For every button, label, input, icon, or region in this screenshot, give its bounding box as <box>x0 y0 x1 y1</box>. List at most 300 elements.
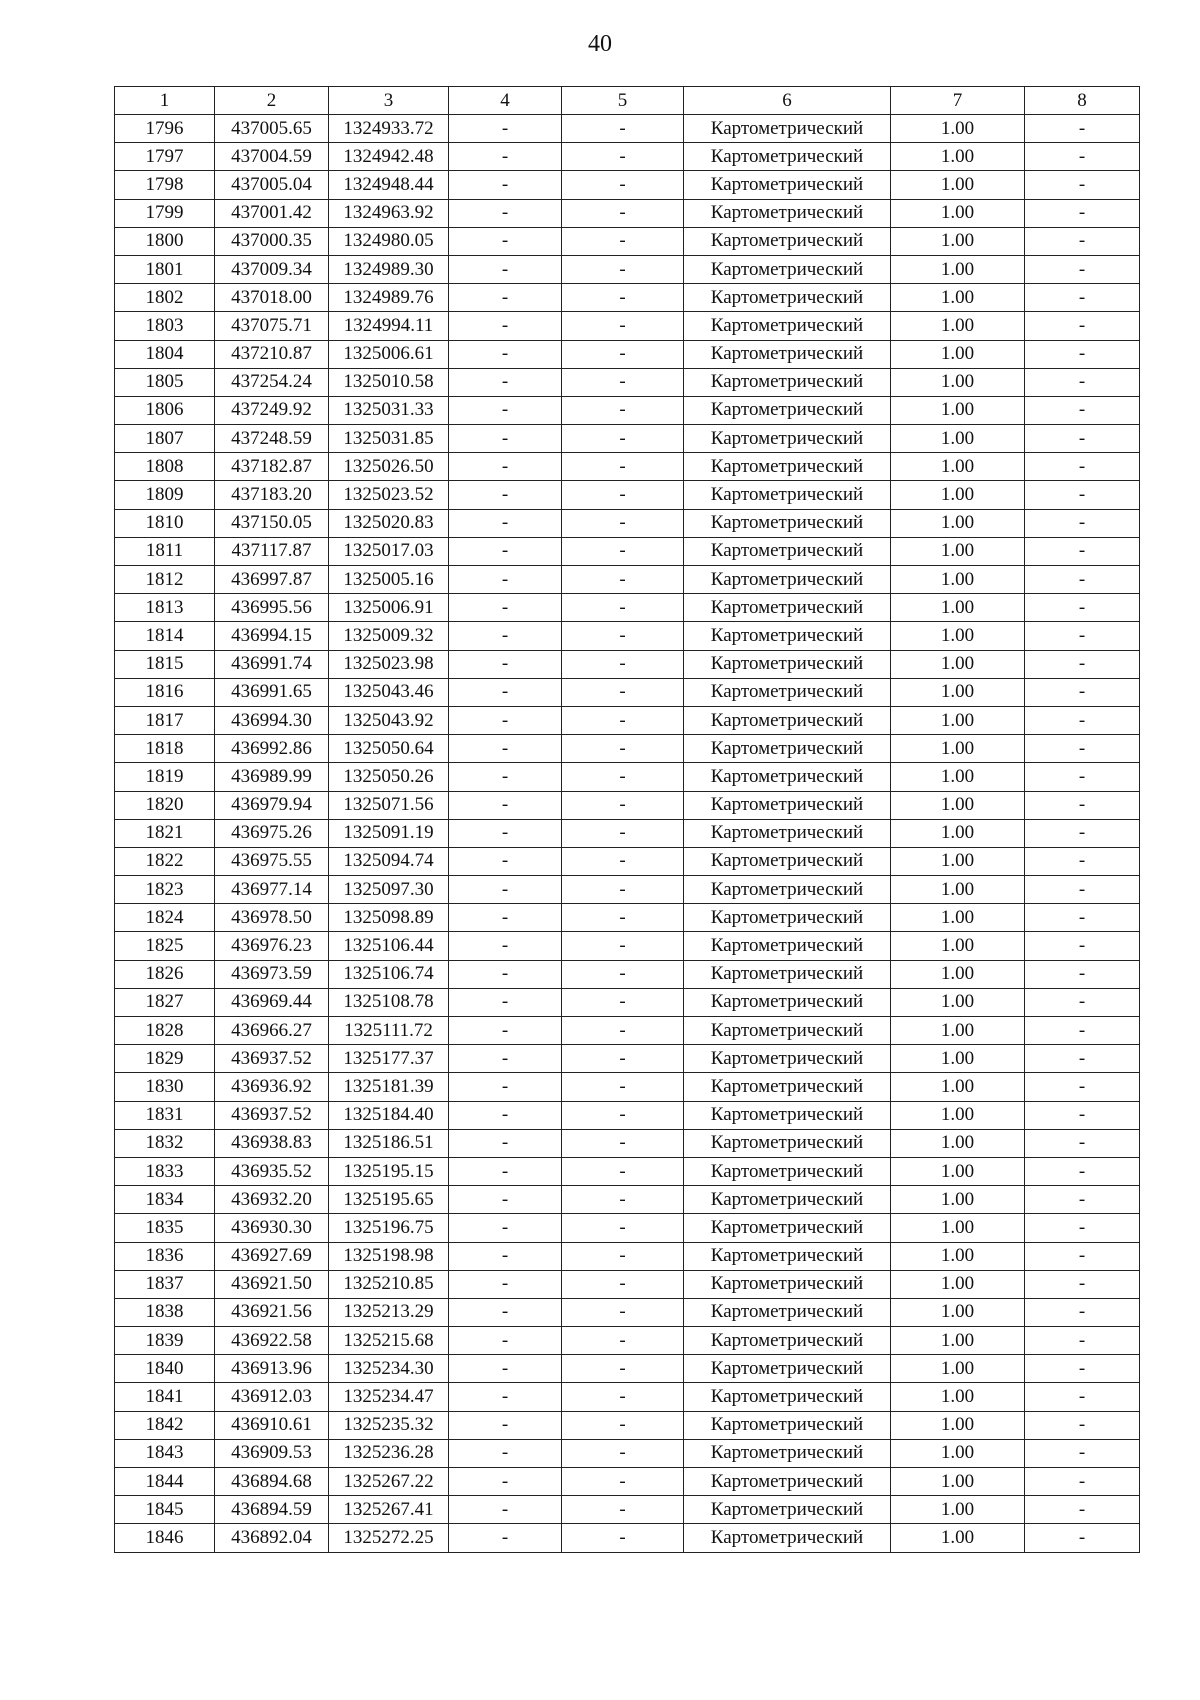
table-row <box>115 453 1140 481</box>
column-header: 8 <box>1025 87 1140 115</box>
table-row <box>115 199 1140 227</box>
y-coordinate-cell: 1325071.56 <box>329 791 449 819</box>
y-coordinate-cell: 1325196.75 <box>329 1214 449 1242</box>
x-coordinate-cell: 437249.92 <box>215 396 329 424</box>
column-8-cell: - <box>1025 1355 1140 1383</box>
column-8-cell: - <box>1025 622 1140 650</box>
point-number-cell: 1821 <box>115 819 215 847</box>
table-row <box>115 340 1140 368</box>
method-cell: Картометрический <box>684 1045 891 1073</box>
column-5-cell: - <box>562 1411 684 1439</box>
table-row <box>115 876 1140 904</box>
x-coordinate-cell: 437000.35 <box>215 227 329 255</box>
method-cell: Картометрический <box>684 819 891 847</box>
x-coordinate-cell: 436921.50 <box>215 1270 329 1298</box>
y-coordinate-cell: 1324942.48 <box>329 143 449 171</box>
x-coordinate-cell: 436892.04 <box>215 1524 329 1552</box>
column-header: 3 <box>329 87 449 115</box>
accuracy-cell: 1.00 <box>891 425 1025 453</box>
accuracy-cell: 1.00 <box>891 678 1025 706</box>
y-coordinate-cell: 1324994.11 <box>329 312 449 340</box>
x-coordinate-cell: 437150.05 <box>215 509 329 537</box>
point-number-cell: 1845 <box>115 1496 215 1524</box>
column-5-cell: - <box>562 622 684 650</box>
column-4-cell: - <box>449 819 562 847</box>
column-8-cell: - <box>1025 1270 1140 1298</box>
table-row <box>115 509 1140 537</box>
y-coordinate-cell: 1325023.98 <box>329 650 449 678</box>
column-8-cell: - <box>1025 312 1140 340</box>
point-number-cell: 1824 <box>115 904 215 932</box>
point-number-cell: 1814 <box>115 622 215 650</box>
accuracy-cell: 1.00 <box>891 1411 1025 1439</box>
column-4-cell: - <box>449 1468 562 1496</box>
column-header: 5 <box>562 87 684 115</box>
column-8-cell: - <box>1025 115 1140 143</box>
y-coordinate-cell: 1324989.30 <box>329 255 449 283</box>
method-cell: Картометрический <box>684 312 891 340</box>
column-4-cell: - <box>449 1411 562 1439</box>
method-cell: Картометрический <box>684 1101 891 1129</box>
method-cell: Картометрический <box>684 847 891 875</box>
column-8-cell: - <box>1025 1073 1140 1101</box>
column-4-cell: - <box>449 1298 562 1326</box>
x-coordinate-cell: 437018.00 <box>215 284 329 312</box>
method-cell: Картометрический <box>684 537 891 565</box>
column-5-cell: - <box>562 706 684 734</box>
x-coordinate-cell: 436930.30 <box>215 1214 329 1242</box>
method-cell: Картометрический <box>684 1524 891 1552</box>
y-coordinate-cell: 1325184.40 <box>329 1101 449 1129</box>
column-8-cell: - <box>1025 594 1140 622</box>
accuracy-cell: 1.00 <box>891 791 1025 819</box>
accuracy-cell: 1.00 <box>891 594 1025 622</box>
column-5-cell: - <box>562 988 684 1016</box>
x-coordinate-cell: 436894.59 <box>215 1496 329 1524</box>
y-coordinate-cell: 1325031.85 <box>329 425 449 453</box>
column-4-cell: - <box>449 1017 562 1045</box>
accuracy-cell: 1.00 <box>891 227 1025 255</box>
y-coordinate-cell: 1325272.25 <box>329 1524 449 1552</box>
accuracy-cell: 1.00 <box>891 1045 1025 1073</box>
y-coordinate-cell: 1325106.44 <box>329 932 449 960</box>
column-5-cell: - <box>562 115 684 143</box>
column-4-cell: - <box>449 1129 562 1157</box>
point-number-cell: 1798 <box>115 171 215 199</box>
column-5-cell: - <box>562 763 684 791</box>
column-4-cell: - <box>449 960 562 988</box>
table-row <box>115 960 1140 988</box>
point-number-cell: 1813 <box>115 594 215 622</box>
method-cell: Картометрический <box>684 1383 891 1411</box>
column-5-cell: - <box>562 1045 684 1073</box>
point-number-cell: 1823 <box>115 876 215 904</box>
method-cell: Картометрический <box>684 1157 891 1185</box>
point-number-cell: 1808 <box>115 453 215 481</box>
column-4-cell: - <box>449 678 562 706</box>
column-header: 7 <box>891 87 1025 115</box>
column-5-cell: - <box>562 847 684 875</box>
accuracy-cell: 1.00 <box>891 1496 1025 1524</box>
column-4-cell: - <box>449 876 562 904</box>
method-cell: Картометрический <box>684 1073 891 1101</box>
y-coordinate-cell: 1324980.05 <box>329 227 449 255</box>
point-number-cell: 1818 <box>115 735 215 763</box>
column-4-cell: - <box>449 1073 562 1101</box>
point-number-cell: 1803 <box>115 312 215 340</box>
column-8-cell: - <box>1025 1045 1140 1073</box>
column-5-cell: - <box>562 1327 684 1355</box>
point-number-cell: 1810 <box>115 509 215 537</box>
column-5-cell: - <box>562 368 684 396</box>
column-4-cell: - <box>449 1496 562 1524</box>
accuracy-cell: 1.00 <box>891 1439 1025 1467</box>
column-8-cell: - <box>1025 988 1140 1016</box>
column-5-cell: - <box>562 425 684 453</box>
y-coordinate-cell: 1325010.58 <box>329 368 449 396</box>
x-coordinate-cell: 436992.86 <box>215 735 329 763</box>
accuracy-cell: 1.00 <box>891 1129 1025 1157</box>
column-5-cell: - <box>562 312 684 340</box>
point-number-cell: 1804 <box>115 340 215 368</box>
x-coordinate-cell: 437117.87 <box>215 537 329 565</box>
y-coordinate-cell: 1325234.30 <box>329 1355 449 1383</box>
table-row <box>115 1468 1140 1496</box>
accuracy-cell: 1.00 <box>891 622 1025 650</box>
point-number-cell: 1831 <box>115 1101 215 1129</box>
table-row <box>115 706 1140 734</box>
column-5-cell: - <box>562 932 684 960</box>
table-row <box>115 1214 1140 1242</box>
y-coordinate-cell: 1325267.41 <box>329 1496 449 1524</box>
y-coordinate-cell: 1325050.64 <box>329 735 449 763</box>
column-8-cell: - <box>1025 1129 1140 1157</box>
y-coordinate-cell: 1325020.83 <box>329 509 449 537</box>
y-coordinate-cell: 1325234.47 <box>329 1383 449 1411</box>
column-header: 6 <box>684 87 891 115</box>
table-row <box>115 284 1140 312</box>
column-8-cell: - <box>1025 1524 1140 1552</box>
column-8-cell: - <box>1025 1186 1140 1214</box>
point-number-cell: 1833 <box>115 1157 215 1185</box>
column-5-cell: - <box>562 1186 684 1214</box>
point-number-cell: 1841 <box>115 1383 215 1411</box>
column-5-cell: - <box>562 1073 684 1101</box>
column-5-cell: - <box>562 566 684 594</box>
x-coordinate-cell: 436975.26 <box>215 819 329 847</box>
column-5-cell: - <box>562 1129 684 1157</box>
point-number-cell: 1838 <box>115 1298 215 1326</box>
table-row <box>115 396 1140 424</box>
column-5-cell: - <box>562 171 684 199</box>
x-coordinate-cell: 436894.68 <box>215 1468 329 1496</box>
table-row <box>115 1186 1140 1214</box>
page-number: 40 <box>588 31 612 57</box>
accuracy-cell: 1.00 <box>891 1242 1025 1270</box>
coordinates-table <box>114 86 1140 1553</box>
method-cell: Картометрический <box>684 368 891 396</box>
column-4-cell: - <box>449 312 562 340</box>
column-8-cell: - <box>1025 876 1140 904</box>
column-5-cell: - <box>562 1468 684 1496</box>
x-coordinate-cell: 436973.59 <box>215 960 329 988</box>
method-cell: Картометрический <box>684 622 891 650</box>
table-body <box>115 87 1140 1553</box>
y-coordinate-cell: 1325006.91 <box>329 594 449 622</box>
y-coordinate-cell: 1325106.74 <box>329 960 449 988</box>
column-8-cell: - <box>1025 171 1140 199</box>
table-row <box>115 115 1140 143</box>
method-cell: Картометрический <box>684 1214 891 1242</box>
column-8-cell: - <box>1025 791 1140 819</box>
column-4-cell: - <box>449 255 562 283</box>
column-5-cell: - <box>562 199 684 227</box>
method-cell: Картометрический <box>684 960 891 988</box>
method-cell: Картометрический <box>684 284 891 312</box>
table-row <box>115 1383 1140 1411</box>
point-number-cell: 1816 <box>115 678 215 706</box>
column-8-cell: - <box>1025 284 1140 312</box>
point-number-cell: 1832 <box>115 1129 215 1157</box>
method-cell: Картометрический <box>684 876 891 904</box>
accuracy-cell: 1.00 <box>891 1157 1025 1185</box>
column-4-cell: - <box>449 1157 562 1185</box>
table-row <box>115 1129 1140 1157</box>
column-5-cell: - <box>562 904 684 932</box>
y-coordinate-cell: 1325236.28 <box>329 1439 449 1467</box>
accuracy-cell: 1.00 <box>891 143 1025 171</box>
x-coordinate-cell: 437009.34 <box>215 255 329 283</box>
column-4-cell: - <box>449 847 562 875</box>
column-8-cell: - <box>1025 1496 1140 1524</box>
point-number-cell: 1809 <box>115 481 215 509</box>
method-cell: Картометрический <box>684 904 891 932</box>
table-row <box>115 1270 1140 1298</box>
column-4-cell: - <box>449 1439 562 1467</box>
column-8-cell: - <box>1025 1214 1140 1242</box>
method-cell: Картометрический <box>684 1270 891 1298</box>
column-5-cell: - <box>562 481 684 509</box>
point-number-cell: 1796 <box>115 115 215 143</box>
method-cell: Картометрический <box>684 227 891 255</box>
column-8-cell: - <box>1025 1242 1140 1270</box>
column-5-cell: - <box>562 735 684 763</box>
column-8-cell: - <box>1025 1411 1140 1439</box>
accuracy-cell: 1.00 <box>891 960 1025 988</box>
method-cell: Картометрический <box>684 425 891 453</box>
point-number-cell: 1826 <box>115 960 215 988</box>
accuracy-cell: 1.00 <box>891 396 1025 424</box>
y-coordinate-cell: 1325111.72 <box>329 1017 449 1045</box>
column-8-cell: - <box>1025 960 1140 988</box>
method-cell: Картометрический <box>684 453 891 481</box>
x-coordinate-cell: 437210.87 <box>215 340 329 368</box>
x-coordinate-cell: 436969.44 <box>215 988 329 1016</box>
accuracy-cell: 1.00 <box>891 171 1025 199</box>
x-coordinate-cell: 436912.03 <box>215 1383 329 1411</box>
x-coordinate-cell: 436937.52 <box>215 1101 329 1129</box>
accuracy-cell: 1.00 <box>891 763 1025 791</box>
column-5-cell: - <box>562 1214 684 1242</box>
column-5-cell: - <box>562 143 684 171</box>
point-number-cell: 1807 <box>115 425 215 453</box>
table-row <box>115 425 1140 453</box>
table-row <box>115 1439 1140 1467</box>
accuracy-cell: 1.00 <box>891 284 1025 312</box>
method-cell: Картометрический <box>684 1439 891 1467</box>
accuracy-cell: 1.00 <box>891 115 1025 143</box>
table-row <box>115 932 1140 960</box>
x-coordinate-cell: 437248.59 <box>215 425 329 453</box>
table-row <box>115 819 1140 847</box>
point-number-cell: 1800 <box>115 227 215 255</box>
table-row <box>115 904 1140 932</box>
x-coordinate-cell: 436994.15 <box>215 622 329 650</box>
method-cell: Картометрический <box>684 706 891 734</box>
column-4-cell: - <box>449 509 562 537</box>
table-row <box>115 1101 1140 1129</box>
column-8-cell: - <box>1025 255 1140 283</box>
column-4-cell: - <box>449 988 562 1016</box>
accuracy-cell: 1.00 <box>891 932 1025 960</box>
column-4-cell: - <box>449 481 562 509</box>
method-cell: Картометрический <box>684 1298 891 1326</box>
y-coordinate-cell: 1325050.26 <box>329 763 449 791</box>
column-4-cell: - <box>449 791 562 819</box>
table-row <box>115 1411 1140 1439</box>
table-row <box>115 1045 1140 1073</box>
method-cell: Картометрический <box>684 481 891 509</box>
column-4-cell: - <box>449 143 562 171</box>
column-5-cell: - <box>562 1101 684 1129</box>
x-coordinate-cell: 436966.27 <box>215 1017 329 1045</box>
method-cell: Картометрический <box>684 1129 891 1157</box>
point-number-cell: 1815 <box>115 650 215 678</box>
column-8-cell: - <box>1025 1101 1140 1129</box>
accuracy-cell: 1.00 <box>891 988 1025 1016</box>
point-number-cell: 1844 <box>115 1468 215 1496</box>
column-5-cell: - <box>562 678 684 706</box>
point-number-cell: 1811 <box>115 537 215 565</box>
table-row <box>115 1157 1140 1185</box>
accuracy-cell: 1.00 <box>891 876 1025 904</box>
point-number-cell: 1822 <box>115 847 215 875</box>
column-4-cell: - <box>449 932 562 960</box>
x-coordinate-cell: 437005.04 <box>215 171 329 199</box>
table-row <box>115 1073 1140 1101</box>
method-cell: Картометрический <box>684 763 891 791</box>
table-row <box>115 988 1140 1016</box>
column-5-cell: - <box>562 396 684 424</box>
y-coordinate-cell: 1324933.72 <box>329 115 449 143</box>
column-8-cell: - <box>1025 340 1140 368</box>
column-5-cell: - <box>562 1524 684 1552</box>
column-8-cell: - <box>1025 650 1140 678</box>
y-coordinate-cell: 1325198.98 <box>329 1242 449 1270</box>
table-row <box>115 481 1140 509</box>
column-8-cell: - <box>1025 706 1140 734</box>
table-row <box>115 1242 1140 1270</box>
table-row <box>115 171 1140 199</box>
column-4-cell: - <box>449 1101 562 1129</box>
table-row <box>115 622 1140 650</box>
x-coordinate-cell: 436979.94 <box>215 791 329 819</box>
column-4-cell: - <box>449 566 562 594</box>
column-4-cell: - <box>449 1242 562 1270</box>
accuracy-cell: 1.00 <box>891 1101 1025 1129</box>
y-coordinate-cell: 1325267.22 <box>329 1468 449 1496</box>
table-row <box>115 537 1140 565</box>
method-cell: Картометрический <box>684 1017 891 1045</box>
column-4-cell: - <box>449 1524 562 1552</box>
y-coordinate-cell: 1325098.89 <box>329 904 449 932</box>
x-coordinate-cell: 436975.55 <box>215 847 329 875</box>
accuracy-cell: 1.00 <box>891 1327 1025 1355</box>
accuracy-cell: 1.00 <box>891 1073 1025 1101</box>
method-cell: Картометрический <box>684 1242 891 1270</box>
column-5-cell: - <box>562 1298 684 1326</box>
point-number-cell: 1801 <box>115 255 215 283</box>
point-number-cell: 1820 <box>115 791 215 819</box>
x-coordinate-cell: 436913.96 <box>215 1355 329 1383</box>
column-5-cell: - <box>562 1270 684 1298</box>
accuracy-cell: 1.00 <box>891 1355 1025 1383</box>
column-8-cell: - <box>1025 453 1140 481</box>
column-8-cell: - <box>1025 1439 1140 1467</box>
column-8-cell: - <box>1025 932 1140 960</box>
y-coordinate-cell: 1324963.92 <box>329 199 449 227</box>
method-cell: Картометрический <box>684 678 891 706</box>
x-coordinate-cell: 436977.14 <box>215 876 329 904</box>
column-5-cell: - <box>562 1383 684 1411</box>
table-row <box>115 143 1140 171</box>
accuracy-cell: 1.00 <box>891 1524 1025 1552</box>
point-number-cell: 1797 <box>115 143 215 171</box>
method-cell: Картометрический <box>684 143 891 171</box>
method-cell: Картометрический <box>684 396 891 424</box>
x-coordinate-cell: 436997.87 <box>215 566 329 594</box>
y-coordinate-cell: 1325009.32 <box>329 622 449 650</box>
accuracy-cell: 1.00 <box>891 1017 1025 1045</box>
column-5-cell: - <box>562 537 684 565</box>
column-5-cell: - <box>562 227 684 255</box>
x-coordinate-cell: 436991.74 <box>215 650 329 678</box>
x-coordinate-cell: 436976.23 <box>215 932 329 960</box>
column-4-cell: - <box>449 453 562 481</box>
column-4-cell: - <box>449 199 562 227</box>
column-4-cell: - <box>449 227 562 255</box>
column-4-cell: - <box>449 171 562 199</box>
table-row <box>115 255 1140 283</box>
point-number-cell: 1805 <box>115 368 215 396</box>
x-coordinate-cell: 437001.42 <box>215 199 329 227</box>
column-8-cell: - <box>1025 1468 1140 1496</box>
table-row <box>115 1298 1140 1326</box>
method-cell: Картометрический <box>684 988 891 1016</box>
column-8-cell: - <box>1025 763 1140 791</box>
column-header: 1 <box>115 87 215 115</box>
column-4-cell: - <box>449 594 562 622</box>
y-coordinate-cell: 1325097.30 <box>329 876 449 904</box>
accuracy-cell: 1.00 <box>891 453 1025 481</box>
accuracy-cell: 1.00 <box>891 368 1025 396</box>
table-row <box>115 763 1140 791</box>
accuracy-cell: 1.00 <box>891 199 1025 227</box>
y-coordinate-cell: 1325023.52 <box>329 481 449 509</box>
x-coordinate-cell: 437075.71 <box>215 312 329 340</box>
accuracy-cell: 1.00 <box>891 1270 1025 1298</box>
point-number-cell: 1837 <box>115 1270 215 1298</box>
